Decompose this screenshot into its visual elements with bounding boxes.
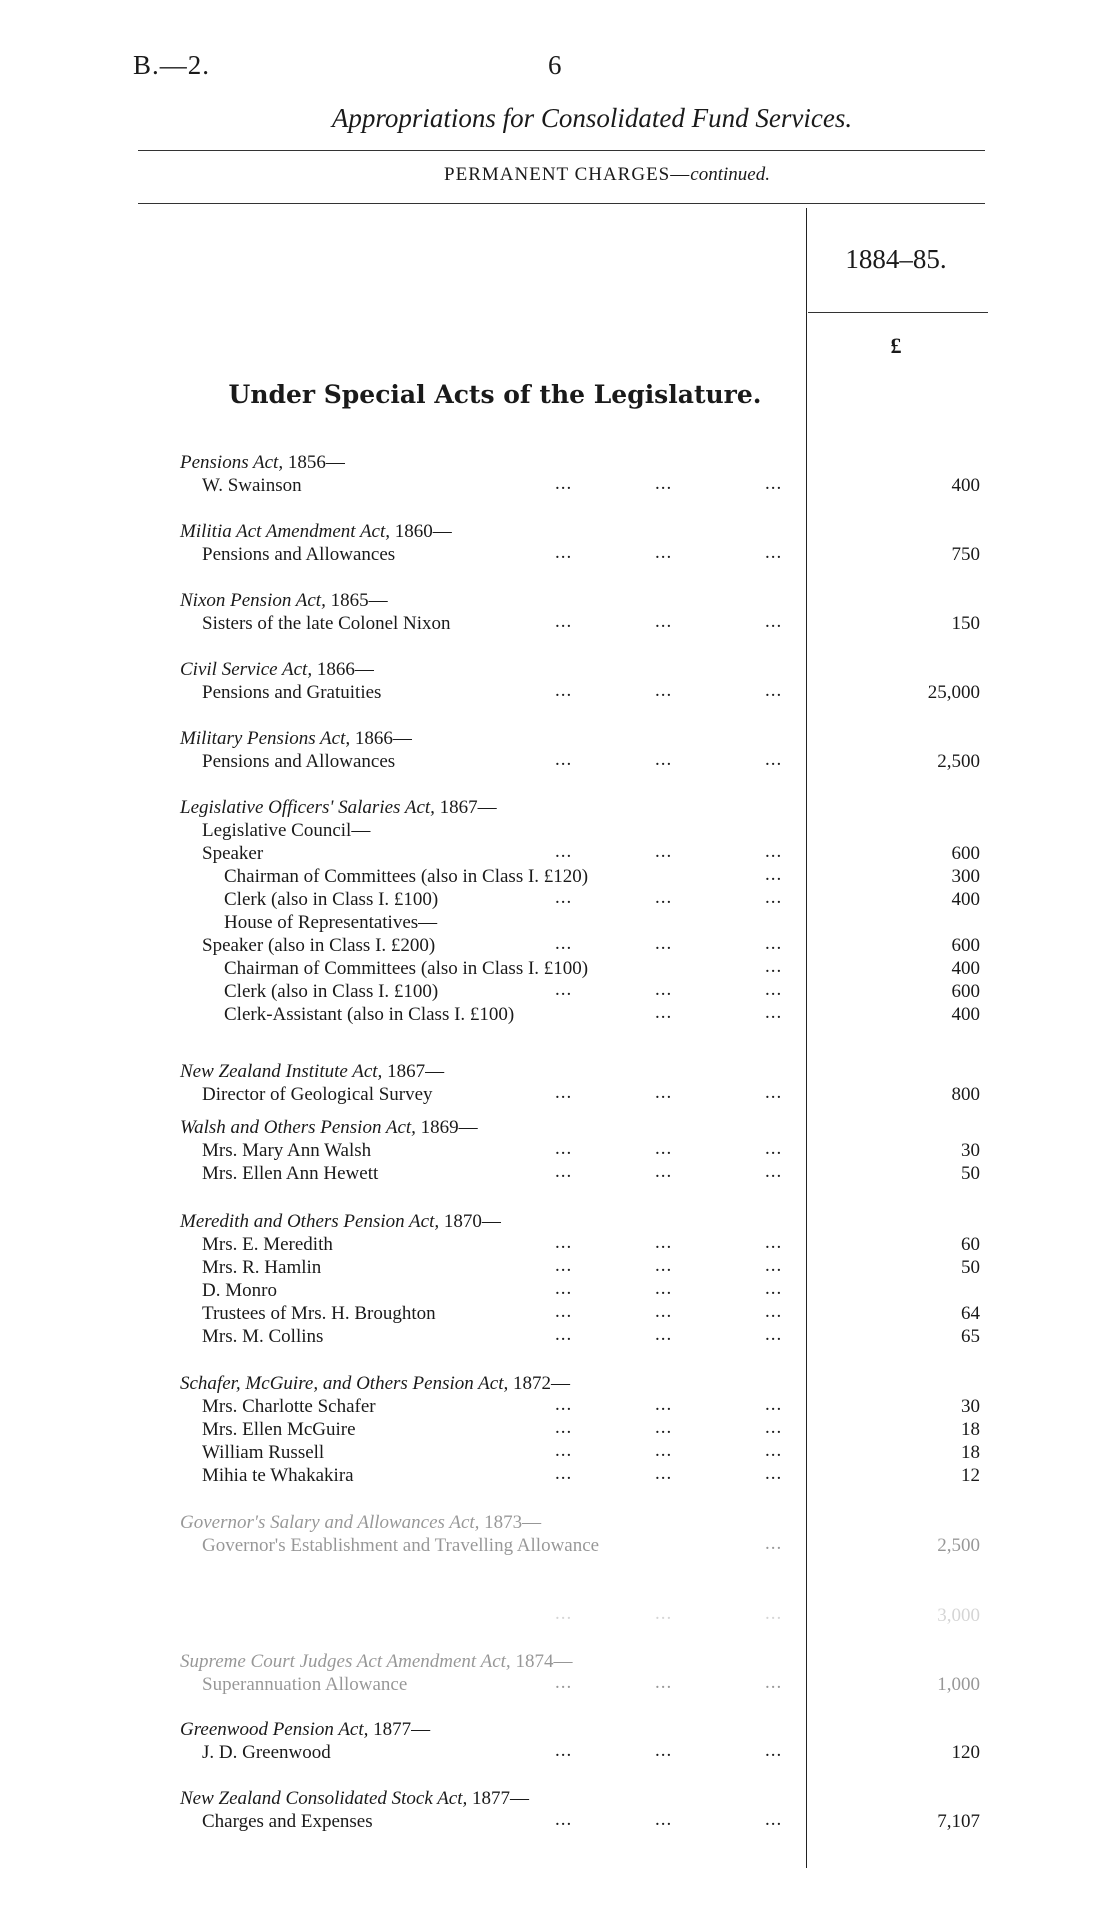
line-item (180, 1742, 980, 1766)
act-year: 1870— (439, 1211, 501, 1232)
leader-dots: ... (655, 841, 673, 862)
line-item (180, 935, 980, 959)
act-heading (180, 1117, 478, 1139)
act-name: Militia Act Amendment Act, (180, 521, 391, 542)
line-item-amount: 18 (961, 1442, 980, 1463)
leader-dots: ... (655, 1138, 673, 1159)
act-name: Governor's Salary and Allowances Act, (180, 1512, 480, 1533)
leader-dots: ... (555, 1463, 573, 1484)
line-item-amount: 30 (961, 1396, 980, 1417)
line-item-label: Pensions and Gratuities (202, 682, 382, 703)
leader-dots: ... (555, 1740, 573, 1761)
leader-dots: ... (555, 1809, 573, 1830)
subtitle-main: PERMANENT CHARGES— (444, 164, 691, 185)
line-item (180, 1674, 980, 1698)
line-item-amount: 120 (951, 1742, 980, 1763)
leader-dots: ... (765, 1809, 783, 1830)
act-heading (180, 1373, 570, 1395)
line-item-label: House of Representatives— (224, 912, 438, 933)
line-item-amount: 1,000 (937, 1674, 980, 1695)
leader-dots: ... (655, 933, 673, 954)
act-year: 1877— (368, 1719, 431, 1740)
line-item-amount: 12 (961, 1465, 980, 1486)
line-item-label: Mihia te Whakakira (202, 1465, 354, 1486)
leader-dots: ... (765, 749, 783, 770)
act-name: Greenwood Pension Act, (180, 1719, 369, 1740)
leader-dots: ... (555, 1255, 573, 1276)
leader-dots: ... (555, 887, 573, 908)
act-name: New Zealand Consolidated Stock Act, (180, 1788, 468, 1809)
line-item-label: Mrs. Ellen Ann Hewett (202, 1163, 379, 1184)
act-year: 1866— (312, 659, 374, 680)
line-item (180, 1465, 980, 1489)
leader-dots: ... (555, 1672, 573, 1693)
leader-dots: ... (555, 1232, 573, 1253)
leader-dots: ... (655, 1002, 673, 1023)
line-item-label: Mrs. Ellen McGuire (202, 1419, 356, 1440)
line-item-label: Clerk (also in Class I. £100) (224, 889, 439, 910)
page-number: 6 (548, 50, 562, 80)
leader-dots: ... (765, 1138, 783, 1159)
act-heading (180, 1061, 444, 1083)
act-heading (180, 1512, 541, 1534)
act-year: 1860— (390, 521, 452, 542)
leader-dots: ... (555, 1417, 573, 1438)
act-heading (180, 1719, 430, 1741)
line-item (180, 544, 980, 568)
act-year: 1856— (283, 452, 345, 473)
page-title: Appropriations for Consolidated Fund Services. (331, 103, 853, 133)
line-item (180, 889, 980, 913)
leader-dots: ... (555, 1138, 573, 1159)
line-item-amount: 50 (961, 1257, 980, 1278)
act-heading (180, 728, 412, 750)
leader-dots: ... (555, 1603, 573, 1624)
leader-dots: ... (655, 1255, 673, 1276)
act-heading (180, 659, 374, 681)
line-item (180, 682, 980, 706)
line-item-amount: 400 (951, 1004, 980, 1025)
leader-dots: ... (555, 1440, 573, 1461)
line-item-label: Clerk (also in Class I. £100) (224, 981, 439, 1002)
leader-dots: ... (655, 1324, 673, 1345)
line-item-label: Chairman of Committees (also in Class I. £120) (224, 866, 589, 887)
leader-dots: ... (655, 1463, 673, 1484)
line-item-amount: 64 (961, 1303, 980, 1324)
line-item (180, 912, 980, 936)
currency-symbol: £ (890, 333, 902, 358)
act-name: Pensions Act, (180, 452, 284, 473)
act-year: 1865— (325, 590, 388, 611)
line-item-amount: 150 (951, 613, 980, 634)
line-item-amount: 18 (961, 1419, 980, 1440)
line-item (180, 1396, 980, 1420)
line-item-label: Clerk-Assistant (also in Class I. £100) (224, 1004, 515, 1025)
act-year: 1873— (479, 1512, 542, 1533)
leader-dots: ... (655, 1232, 673, 1253)
line-item-label: W. Swainson (202, 475, 302, 496)
leader-dots: ... (655, 1809, 673, 1830)
line-item-amount: 3,000 (937, 1605, 980, 1626)
line-item (180, 1605, 980, 1629)
title-rule (138, 150, 985, 151)
act-year: 1869— (415, 1117, 478, 1138)
line-item (180, 843, 980, 867)
leader-dots: ... (765, 979, 783, 1000)
act-name: Supreme Court Judges Act Amendment Act, (180, 1651, 511, 1672)
page-subtitle (0, 164, 1114, 186)
leader-dots: ... (765, 680, 783, 701)
line-item-label: William Russell (202, 1442, 325, 1463)
line-item-amount: 2,500 (937, 751, 980, 772)
line-item (180, 866, 980, 890)
line-item-label: Speaker (also in Class I. £200) (202, 935, 436, 956)
leader-dots: ... (655, 749, 673, 770)
line-item-label: Sisters of the late Colonel Nixon (202, 613, 451, 634)
line-item (180, 1163, 980, 1187)
line-item (180, 1084, 980, 1108)
leader-dots: ... (555, 1301, 573, 1322)
line-item-amount: 60 (961, 1234, 980, 1255)
leader-dots: ... (655, 1161, 673, 1182)
act-name: Meredith and Others Pension Act, (180, 1211, 440, 1232)
leader-dots: ... (555, 841, 573, 862)
line-item (180, 1303, 980, 1327)
act-name: Military Pensions Act, (180, 728, 351, 749)
line-item-label: Mrs. Charlotte Schafer (202, 1396, 376, 1417)
leader-dots: ... (765, 473, 783, 494)
line-item (180, 1280, 980, 1304)
act-name: Walsh and Others Pension Act, (180, 1117, 416, 1138)
act-heading (180, 1211, 501, 1233)
leader-dots: ... (555, 1324, 573, 1345)
act-year: 1866— (350, 728, 412, 749)
leader-dots: ... (765, 1002, 783, 1023)
act-year: 1874— (510, 1651, 573, 1672)
leader-dots: ... (765, 1603, 783, 1624)
line-item-amount: 2,500 (937, 1535, 980, 1556)
line-item (180, 1326, 980, 1350)
line-item-label: Chairman of Committees (also in Class I. £100) (224, 958, 589, 979)
line-item-amount: 800 (951, 1084, 980, 1105)
line-item-label: Mrs. R. Hamlin (202, 1257, 322, 1278)
line-item-label: Mrs. E. Meredith (202, 1234, 333, 1255)
act-heading (180, 521, 452, 543)
subtitle-rule (138, 203, 985, 204)
line-item-amount: 7,107 (937, 1811, 980, 1832)
leader-dots: ... (765, 887, 783, 908)
act-heading (180, 797, 497, 819)
leader-dots: ... (765, 542, 783, 563)
leader-dots: ... (765, 1324, 783, 1345)
line-item (180, 1257, 980, 1281)
leader-dots: ... (765, 1301, 783, 1322)
leader-dots: ... (765, 1082, 783, 1103)
line-item-label: Speaker (202, 843, 264, 864)
line-item-label: Legislative Council— (202, 820, 371, 841)
line-item-amount: 30 (961, 1140, 980, 1161)
act-year: 1877— (467, 1788, 530, 1809)
leader-dots: ... (765, 1255, 783, 1276)
leader-dots: ... (765, 1232, 783, 1253)
leader-dots: ... (655, 1740, 673, 1761)
line-item-label: Mrs. Mary Ann Walsh (202, 1140, 372, 1161)
leader-dots: ... (765, 933, 783, 954)
line-item-label: D. Monro (202, 1280, 277, 1301)
act-year: 1867— (382, 1061, 445, 1082)
leader-dots: ... (555, 542, 573, 563)
leader-dots: ... (765, 611, 783, 632)
line-item-amount: 600 (951, 981, 980, 1002)
leader-dots: ... (555, 933, 573, 954)
line-item-amount: 25,000 (927, 682, 980, 703)
line-item-label: Charges and Expenses (202, 1811, 373, 1832)
line-item-amount: 300 (951, 866, 980, 887)
act-name: Civil Service Act, (180, 659, 313, 680)
leader-dots: ... (765, 841, 783, 862)
line-item (180, 1140, 980, 1164)
act-heading (180, 1788, 529, 1810)
leader-dots: ... (655, 1417, 673, 1438)
act-name: Schafer, McGuire, and Others Pension Act, (180, 1373, 509, 1394)
leader-dots: ... (555, 1161, 573, 1182)
line-item (180, 1442, 980, 1466)
leader-dots: ... (655, 887, 673, 908)
leader-dots: ... (555, 749, 573, 770)
leader-dots: ... (655, 1082, 673, 1103)
line-item-label: J. D. Greenwood (202, 1742, 331, 1763)
line-item (180, 475, 980, 499)
line-item-amount: 50 (961, 1163, 980, 1184)
act-year: 1867— (434, 797, 497, 818)
line-item-label: Pensions and Allowances (202, 544, 396, 565)
leader-dots: ... (765, 1161, 783, 1182)
line-item (180, 1419, 980, 1443)
subtitle-continued: continued. (690, 164, 770, 185)
line-item-amount: 750 (951, 544, 980, 565)
leader-dots: ... (655, 1672, 673, 1693)
leader-dots: ... (655, 1440, 673, 1461)
act-year: 1872— (508, 1373, 570, 1394)
line-item (180, 1004, 980, 1028)
leader-dots: ... (655, 542, 673, 563)
leader-dots: ... (655, 611, 673, 632)
leader-dots: ... (765, 1672, 783, 1693)
leader-dots: ... (655, 473, 673, 494)
leader-dots: ... (765, 1417, 783, 1438)
act-heading (180, 452, 345, 474)
leader-dots: ... (655, 680, 673, 701)
section-title: Under Special Acts of the Legislature. (228, 380, 762, 409)
line-item (180, 1234, 980, 1258)
line-item-amount: 400 (951, 475, 980, 496)
leader-dots: ... (655, 1603, 673, 1624)
leader-dots: ... (555, 1082, 573, 1103)
leader-dots: ... (655, 979, 673, 1000)
leader-dots: ... (765, 1278, 783, 1299)
leader-dots: ... (765, 956, 783, 977)
line-item (180, 751, 980, 775)
leader-dots: ... (765, 1740, 783, 1761)
leader-dots: ... (765, 1394, 783, 1415)
leader-dots: ... (555, 1278, 573, 1299)
line-item-amount: 400 (951, 889, 980, 910)
line-item-label: Superannuation Allowance (202, 1674, 408, 1695)
line-item-amount: 65 (961, 1326, 980, 1347)
act-name: Nixon Pension Act, (180, 590, 326, 611)
line-item-label: Trustees of Mrs. H. Broughton (202, 1303, 436, 1324)
year-rule (808, 312, 988, 313)
line-item-amount: 400 (951, 958, 980, 979)
act-name: Legislative Officers' Salaries Act, (180, 797, 435, 818)
leader-dots: ... (555, 611, 573, 632)
line-item-label: Pensions and Allowances (202, 751, 396, 772)
leader-dots: ... (655, 1301, 673, 1322)
leader-dots: ... (765, 1463, 783, 1484)
line-item-amount: 600 (951, 843, 980, 864)
leader-dots: ... (655, 1278, 673, 1299)
leader-dots: ... (555, 680, 573, 701)
act-heading (180, 1651, 572, 1673)
leader-dots: ... (765, 864, 783, 885)
line-item-label: Mrs. M. Collins (202, 1326, 324, 1347)
leader-dots: ... (555, 473, 573, 494)
line-item (180, 1811, 980, 1835)
act-name: New Zealand Institute Act, (180, 1061, 383, 1082)
act-heading (180, 590, 388, 612)
line-item-label: Governor's Establishment and Travelling Allowance (202, 1535, 600, 1556)
leader-dots: ... (765, 1440, 783, 1461)
line-item (180, 613, 980, 637)
line-item (180, 958, 980, 982)
line-item-label: Director of Geological Survey (202, 1084, 433, 1105)
line-item (180, 981, 980, 1005)
leader-dots: ... (655, 1394, 673, 1415)
document-reference: B.—2. (133, 50, 211, 80)
leader-dots: ... (555, 1394, 573, 1415)
leader-dots: ... (765, 1533, 783, 1554)
line-item-amount: 600 (951, 935, 980, 956)
leader-dots: ... (555, 979, 573, 1000)
line-item (180, 820, 980, 844)
line-item (180, 1535, 980, 1559)
year-heading: 1884–85. (845, 244, 947, 274)
